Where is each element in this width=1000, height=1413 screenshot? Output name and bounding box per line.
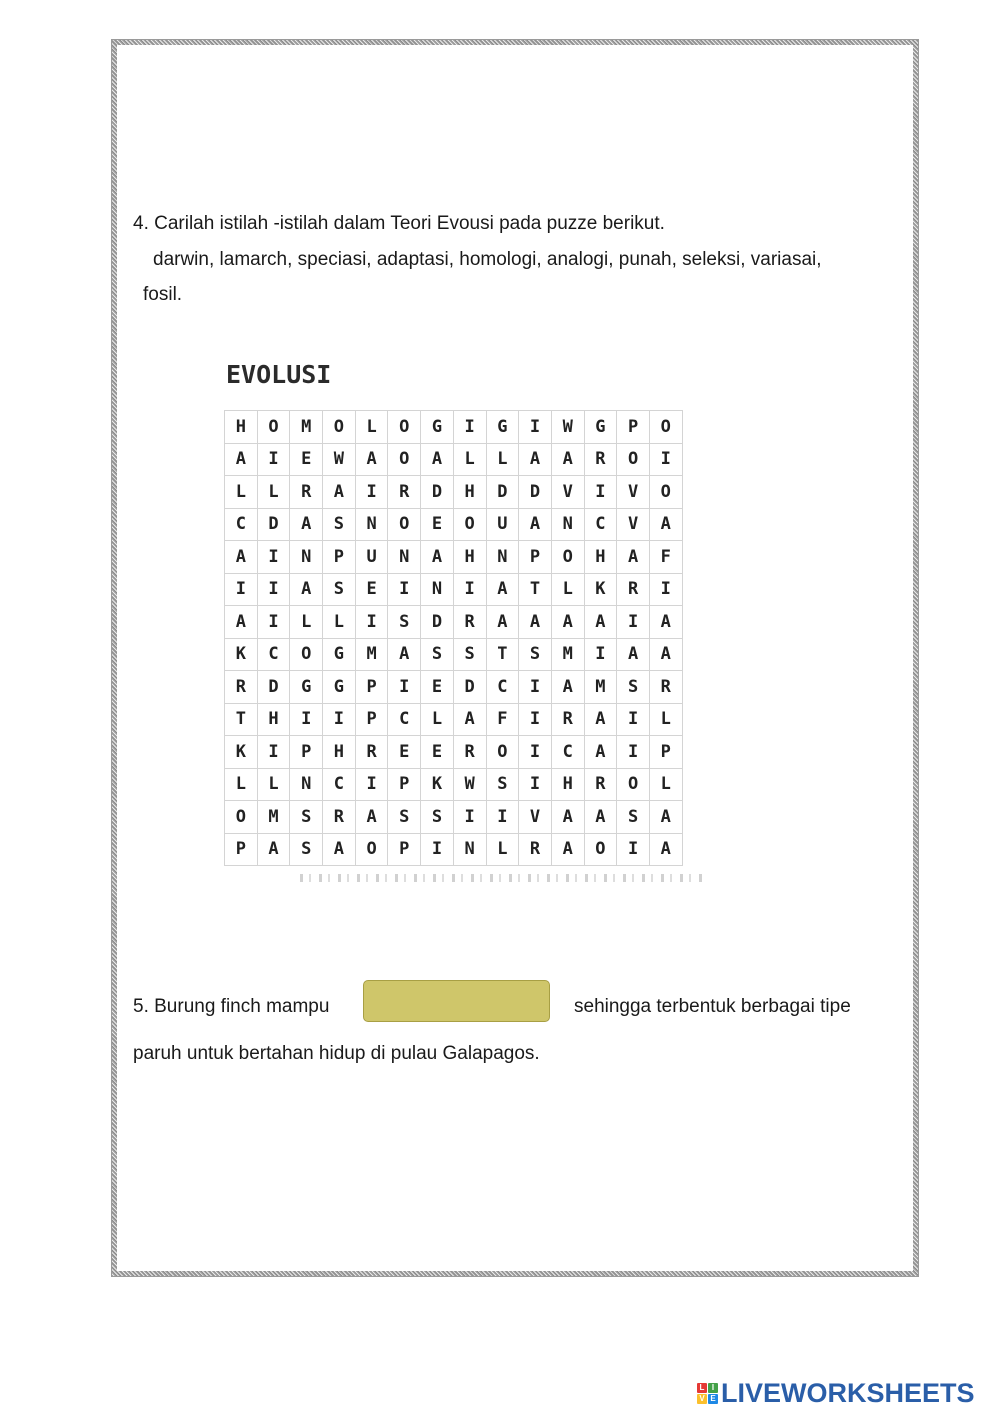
grid-cell[interactable]: H (258, 704, 291, 737)
grid-cell[interactable]: K (421, 769, 454, 802)
grid-cell[interactable]: A (519, 444, 552, 477)
grid-cell[interactable]: O (225, 801, 258, 834)
question-4-prompt: 4. Carilah istilah -istilah dalam Teori Evousi pada puzze berikut. (133, 213, 665, 234)
grid-cell[interactable]: I (356, 476, 389, 509)
grid-cell[interactable]: V (617, 509, 650, 542)
grid-cell[interactable]: I (258, 541, 291, 574)
grid-cell[interactable]: E (421, 736, 454, 769)
grid-cell[interactable]: C (487, 671, 520, 704)
grid-cell[interactable]: A (290, 574, 323, 607)
grid-cell[interactable]: R (585, 769, 618, 802)
grid-cell[interactable]: A (290, 509, 323, 542)
word-search-grid[interactable] (224, 410, 683, 866)
grid-cell[interactable]: D (519, 476, 552, 509)
answer-input-box[interactable] (363, 980, 550, 1022)
grid-cell[interactable]: O (585, 834, 618, 867)
grid-cell[interactable]: G (323, 639, 356, 672)
grid-cell[interactable]: A (617, 639, 650, 672)
grid-cell[interactable]: O (650, 411, 683, 444)
grid-cell[interactable]: A (650, 801, 683, 834)
grid-cell[interactable]: I (225, 574, 258, 607)
grid-cell[interactable]: P (356, 704, 389, 737)
grid-cell[interactable]: A (585, 704, 618, 737)
grid-cell[interactable]: I (519, 704, 552, 737)
grid-cell[interactable]: L (290, 606, 323, 639)
grid-cell[interactable]: I (585, 476, 618, 509)
grid-cell[interactable]: A (356, 801, 389, 834)
grid-cell[interactable]: M (552, 639, 585, 672)
grid-cell[interactable]: C (585, 509, 618, 542)
grid-cell[interactable]: N (454, 834, 487, 867)
grid-cell[interactable]: F (487, 704, 520, 737)
grid-cell[interactable]: A (585, 801, 618, 834)
brand-name: LIVEWORKSHEETS (721, 1377, 975, 1408)
grid-cell[interactable]: I (519, 769, 552, 802)
liveworksheets-logo-icon (697, 1383, 718, 1404)
grid-cell[interactable]: A (323, 476, 356, 509)
grid-cell[interactable]: O (617, 444, 650, 477)
grid-cell[interactable]: V (519, 801, 552, 834)
grid-cell[interactable]: I (617, 704, 650, 737)
grid-cell[interactable]: I (519, 671, 552, 704)
cropped-caption-fragment (300, 874, 705, 882)
grid-cell[interactable]: E (421, 509, 454, 542)
logo-tile: I (708, 1383, 718, 1393)
grid-cell[interactable]: I (487, 801, 520, 834)
grid-cell[interactable]: O (356, 834, 389, 867)
grid-cell[interactable]: O (388, 509, 421, 542)
grid-cell[interactable]: N (421, 574, 454, 607)
grid-cell[interactable]: L (225, 769, 258, 802)
grid-cell[interactable]: F (650, 541, 683, 574)
grid-cell[interactable]: L (356, 411, 389, 444)
grid-cell[interactable]: E (421, 671, 454, 704)
grid-cell[interactable]: R (290, 476, 323, 509)
grid-cell[interactable]: H (552, 769, 585, 802)
grid-cell[interactable]: I (258, 444, 291, 477)
grid-cell[interactable]: K (225, 736, 258, 769)
grid-cell[interactable]: C (323, 769, 356, 802)
grid-cell[interactable]: V (552, 476, 585, 509)
grid-cell[interactable]: I (617, 606, 650, 639)
grid-cell[interactable]: H (323, 736, 356, 769)
grid-cell[interactable]: I (519, 411, 552, 444)
grid-cell[interactable]: K (225, 639, 258, 672)
grid-cell[interactable]: I (258, 736, 291, 769)
grid-cell[interactable]: U (356, 541, 389, 574)
grid-cell[interactable]: C (225, 509, 258, 542)
grid-cell[interactable]: A (225, 606, 258, 639)
grid-cell[interactable]: I (519, 736, 552, 769)
grid-cell[interactable]: A (323, 834, 356, 867)
grid-cell[interactable]: L (323, 606, 356, 639)
grid-cell[interactable]: I (617, 736, 650, 769)
grid-cell[interactable]: A (258, 834, 291, 867)
grid-cell[interactable]: L (421, 704, 454, 737)
grid-cell[interactable]: A (552, 834, 585, 867)
grid-cell[interactable]: I (356, 769, 389, 802)
grid-cell[interactable]: R (454, 606, 487, 639)
grid-cell[interactable]: A (650, 509, 683, 542)
grid-cell[interactable]: O (323, 411, 356, 444)
grid-cell[interactable]: V (617, 476, 650, 509)
grid-cell[interactable]: L (258, 769, 291, 802)
grid-cell[interactable]: A (421, 541, 454, 574)
grid-cell[interactable]: P (388, 769, 421, 802)
grid-cell[interactable]: R (585, 444, 618, 477)
grid-cell[interactable]: P (225, 834, 258, 867)
grid-cell[interactable]: D (421, 606, 454, 639)
grid-cell[interactable]: M (258, 801, 291, 834)
grid-cell[interactable]: S (617, 801, 650, 834)
liveworksheets-brand[interactable] (697, 1377, 975, 1409)
grid-cell[interactable]: A (487, 574, 520, 607)
grid-cell[interactable]: C (258, 639, 291, 672)
grid-cell[interactable]: L (225, 476, 258, 509)
grid-cell[interactable]: O (290, 639, 323, 672)
grid-cell[interactable]: R (617, 574, 650, 607)
grid-cell[interactable]: I (585, 639, 618, 672)
grid-cell[interactable]: P (290, 736, 323, 769)
grid-cell[interactable]: A (585, 606, 618, 639)
grid-cell[interactable]: R (650, 671, 683, 704)
grid-cell[interactable]: L (487, 834, 520, 867)
logo-tile: V (697, 1394, 707, 1404)
grid-cell[interactable]: N (290, 769, 323, 802)
grid-cell[interactable]: S (323, 509, 356, 542)
question-5-text-before-blank: 5. Burung finch mampu (133, 996, 330, 1017)
grid-cell[interactable]: C (388, 704, 421, 737)
grid-cell[interactable]: R (225, 671, 258, 704)
grid-cell[interactable]: A (388, 639, 421, 672)
grid-cell[interactable]: S (290, 801, 323, 834)
grid-cell[interactable]: A (552, 801, 585, 834)
grid-cell[interactable]: I (454, 411, 487, 444)
grid-cell[interactable]: S (617, 671, 650, 704)
grid-cell[interactable]: I (454, 801, 487, 834)
grid-cell[interactable]: I (388, 574, 421, 607)
question-5-text-after-blank: sehingga terbentuk berbagai tipe (574, 996, 851, 1017)
logo-tile: L (697, 1383, 707, 1393)
grid-cell[interactable]: N (552, 509, 585, 542)
grid-cell[interactable]: I (650, 444, 683, 477)
logo-tile: E (708, 1394, 718, 1404)
grid-cell[interactable]: I (421, 834, 454, 867)
grid-cell[interactable]: P (519, 541, 552, 574)
grid-cell[interactable]: W (454, 769, 487, 802)
grid-cell[interactable]: A (356, 444, 389, 477)
grid-cell[interactable]: R (519, 834, 552, 867)
grid-cell[interactable]: O (388, 411, 421, 444)
grid-cell[interactable]: M (585, 671, 618, 704)
grid-cell[interactable]: G (585, 411, 618, 444)
grid-cell[interactable]: A (552, 671, 585, 704)
grid-cell[interactable]: A (585, 736, 618, 769)
grid-cell[interactable]: P (388, 834, 421, 867)
grid-cell[interactable]: W (552, 411, 585, 444)
grid-cell[interactable]: D (421, 476, 454, 509)
grid-cell[interactable]: I (617, 834, 650, 867)
grid-cell[interactable]: I (388, 671, 421, 704)
grid-cell[interactable]: N (356, 509, 389, 542)
grid-cell[interactable]: G (487, 411, 520, 444)
grid-cell[interactable]: A (225, 541, 258, 574)
grid-cell[interactable]: L (258, 476, 291, 509)
grid-cell[interactable]: S (323, 574, 356, 607)
grid-cell[interactable]: A (617, 541, 650, 574)
grid-cell[interactable]: E (356, 574, 389, 607)
puzzle-title: EVOLUSI (226, 360, 332, 389)
grid-cell[interactable]: I (323, 704, 356, 737)
grid-cell[interactable]: A (650, 606, 683, 639)
grid-cell[interactable]: I (258, 574, 291, 607)
grid-cell[interactable]: L (487, 444, 520, 477)
grid-cell[interactable]: A (487, 606, 520, 639)
grid-cell[interactable]: L (650, 704, 683, 737)
grid-cell[interactable]: S (421, 801, 454, 834)
grid-cell[interactable]: S (388, 801, 421, 834)
grid-cell[interactable]: T (519, 574, 552, 607)
grid-cell[interactable]: S (421, 639, 454, 672)
grid-cell[interactable]: A (519, 509, 552, 542)
grid-cell[interactable]: O (487, 736, 520, 769)
grid-cell[interactable]: K (585, 574, 618, 607)
grid-cell[interactable]: U (487, 509, 520, 542)
grid-cell[interactable]: M (356, 639, 389, 672)
grid-cell[interactable]: A (225, 444, 258, 477)
grid-cell[interactable]: O (552, 541, 585, 574)
grid-cell[interactable]: O (650, 476, 683, 509)
grid-cell[interactable]: N (290, 541, 323, 574)
grid-cell[interactable]: T (225, 704, 258, 737)
grid-cell[interactable]: I (356, 606, 389, 639)
grid-cell[interactable]: A (519, 606, 552, 639)
grid-cell[interactable]: I (650, 574, 683, 607)
grid-cell[interactable]: A (552, 606, 585, 639)
grid-cell[interactable]: I (454, 574, 487, 607)
grid-cell[interactable]: R (388, 476, 421, 509)
grid-cell[interactable]: N (388, 541, 421, 574)
grid-cell[interactable]: S (388, 606, 421, 639)
question-4-word-list: darwin, lamarch, speciasi, adaptasi, homologi, analogi, punah, seleksi, variasai, (153, 249, 822, 270)
grid-cell[interactable]: O (454, 509, 487, 542)
grid-cell[interactable]: R (323, 801, 356, 834)
grid-cell[interactable]: S (519, 639, 552, 672)
question-5-text-line2: paruh untuk bertahan hidup di pulau Galapagos. (133, 1043, 540, 1064)
grid-cell[interactable]: G (290, 671, 323, 704)
grid-cell[interactable]: O (258, 411, 291, 444)
grid-cell[interactable]: H (225, 411, 258, 444)
grid-cell[interactable]: C (552, 736, 585, 769)
grid-cell[interactable]: D (258, 671, 291, 704)
grid-cell[interactable]: A (650, 834, 683, 867)
grid-cell[interactable]: D (487, 476, 520, 509)
grid-cell[interactable]: S (290, 834, 323, 867)
grid-cell[interactable]: R (454, 736, 487, 769)
grid-cell[interactable]: M (290, 411, 323, 444)
grid-cell[interactable]: I (258, 606, 291, 639)
grid-cell[interactable]: A (650, 639, 683, 672)
grid-cell[interactable]: A (454, 704, 487, 737)
grid-cell[interactable]: N (487, 541, 520, 574)
grid-cell[interactable]: D (454, 671, 487, 704)
grid-cell[interactable]: H (454, 541, 487, 574)
grid-cell[interactable]: S (487, 769, 520, 802)
grid-cell[interactable]: A (421, 444, 454, 477)
grid-cell[interactable]: A (552, 444, 585, 477)
grid-cell[interactable]: P (323, 541, 356, 574)
grid-cell[interactable]: L (552, 574, 585, 607)
grid-cell[interactable]: O (617, 769, 650, 802)
grid-cell[interactable]: H (454, 476, 487, 509)
grid-cell[interactable]: I (290, 704, 323, 737)
grid-cell[interactable]: S (454, 639, 487, 672)
grid-cell[interactable]: L (650, 769, 683, 802)
question-4-word-list-end: fosil. (143, 284, 183, 305)
grid-cell[interactable]: R (356, 736, 389, 769)
grid-cell[interactable]: L (454, 444, 487, 477)
grid-cell[interactable]: G (323, 671, 356, 704)
grid-cell[interactable]: T (487, 639, 520, 672)
grid-cell[interactable]: P (650, 736, 683, 769)
grid-cell[interactable]: P (617, 411, 650, 444)
grid-cell[interactable]: E (290, 444, 323, 477)
grid-cell[interactable]: R (552, 704, 585, 737)
grid-cell[interactable]: D (258, 509, 291, 542)
grid-cell[interactable]: H (585, 541, 618, 574)
grid-cell[interactable]: E (388, 736, 421, 769)
grid-cell[interactable]: P (356, 671, 389, 704)
grid-cell[interactable]: W (323, 444, 356, 477)
grid-cell[interactable]: O (388, 444, 421, 477)
grid-cell[interactable]: G (421, 411, 454, 444)
